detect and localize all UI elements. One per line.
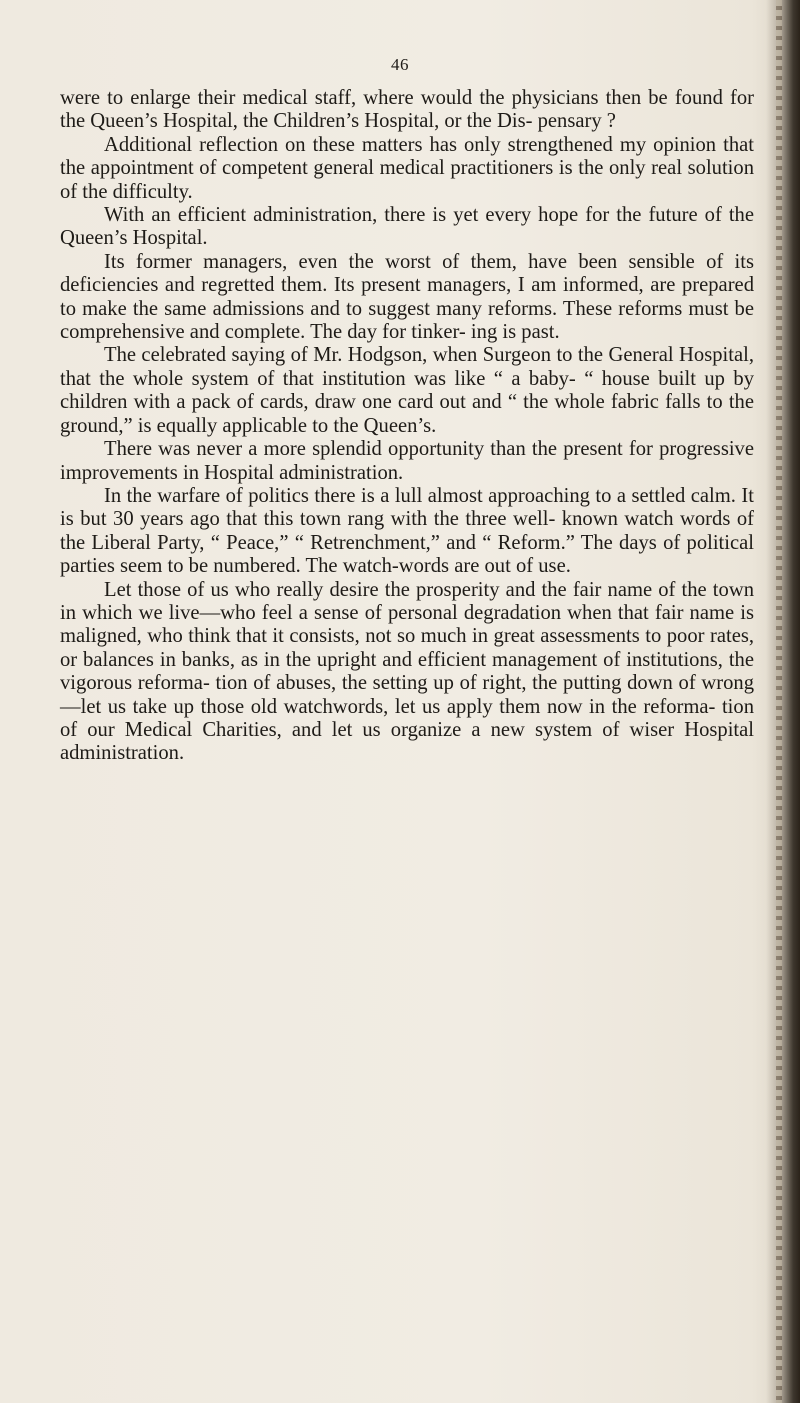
- paragraph-8: Let those of us who really desire the prosperity and the fair name of the town in which we live—who feel a sense of personal degradation when that fair name is maligned, who think that it consists, not so much in great assessments to poor rates, or balances in banks, as in the upright and efficient management of institutions, the vigorous reforma- tion of abuses, the setting up of right, the putting down of wrong—let us take up those old watchwords, let us apply them now in the reforma- tion of our Medical Charities, and let us organize a new system of wiser Hospital administration.: [60, 578, 754, 765]
- paragraph-3: With an efficient administration, there is yet every hope for the future of the Queen’s Hospital.: [60, 204, 754, 250]
- paragraph-1: were to enlarge their medical staff, where would the physicians then be found for the Queen’s Hospital, the Children’s Hospital, or the Dis- pensary ?: [60, 87, 754, 133]
- page-number: 46: [391, 55, 409, 74]
- paragraph-6: There was never a more splendid opportunity than the present for progressive improvements in Hospital administration.: [60, 438, 754, 484]
- paragraph-7: In the warfare of politics there is a lull almost approaching to a settled calm. It is but 30 years ago that this town rang with the three well- known watch words of the Liberal Party, “ Peace,” “ Retrenchment,” and “ Reform.” The days of political parties seem to be numbered. The watch-words are out of use.: [60, 484, 754, 578]
- paragraph-5: The celebrated saying of Mr. Hodgson, when Surgeon to the General Hospital, that the whole system of that institution was like “ a baby- “ house built up by children with a pack of cards, draw one card out and “ the whole fabric falls to the ground,” is equally applicable to the Queen’s.: [60, 344, 754, 437]
- binding-edge: [766, 0, 800, 1403]
- paragraph-4: Its former managers, even the worst of them, have been sensible of its deficiencies and regretted them. Its present managers, I am informed, are prepared to make the same admissions and to suggest many reforms. These reforms must be comprehensive and complete. The day for tinker- ing is past.: [60, 250, 754, 344]
- body-text: [60, 87, 754, 766]
- paragraph-2: Additional reflection on these matters has only strengthened my opinion that the appointment of competent general medical practitioners is the only real solution of the difficulty.: [60, 133, 754, 203]
